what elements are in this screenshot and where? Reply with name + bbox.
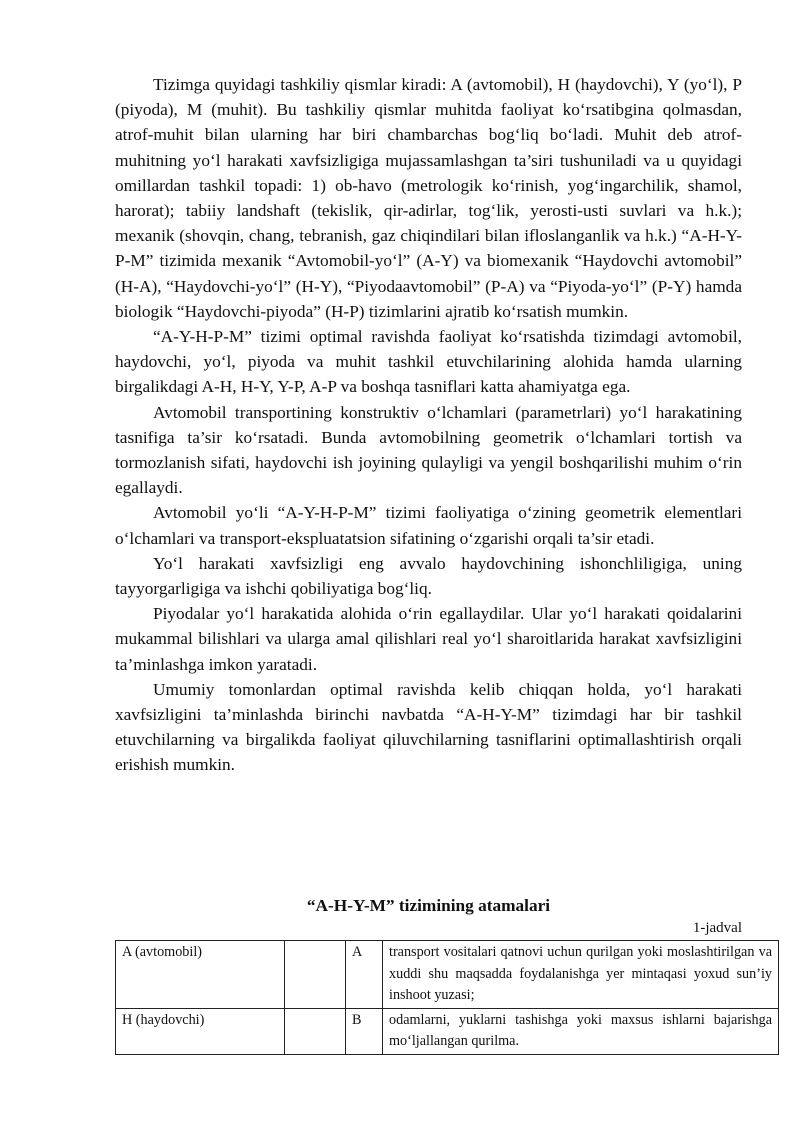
paragraph: Piyodalar yo‘l harakatida alohida o‘rin egallaydilar. Ular yo‘l harakati qoidalarini mukammal bilishlari va ularga amal qilishlari real yo‘l sharoitlarida harakat xavfsizligini ta’minlashga imkon yaratadi. — [115, 604, 742, 674]
terms-table — [115, 940, 779, 1055]
table-title: “A-H-Y-M” tizimining atamalari — [306, 896, 551, 915]
empty-cell — [285, 1008, 346, 1054]
paragraph: Umumiy tomonlardan optimal ravishda kelib chiqqan holda, yo‘l harakati xavfsizligini ta’minlashda birinchi navbatda “A-H-Y-M” tizimdagi har bir tashkil etuvchilarning va birgalikda faoliyat qiluvchilarning tasniflarini optimallashtirish orqali erishish mumkin. — [115, 679, 742, 775]
definition-cell: transport vositalari qatnovi uchun qurilgan yoki moslashtirilgan va xuddi shu maqsadda foydalanishga yer mintaqasi yoxud sun’iy inshoot yuzasi; — [383, 941, 779, 1009]
table-row — [116, 1008, 779, 1054]
paragraph: Tizimga quyidagi tashkiliy qismlar kiradi: A (avtomobil), H (haydovchi), Y (yo‘l), P (piyoda), M (muhit). Bu tashkiliy qismlar muhitda faoliyat ko‘rsatibgina qolmasdan, atrof-muhit bilan ularning har biri chambarchas bog‘liq bo‘ladi. Muhit deb atrof-muhitning yo‘l harakati xavfsizligiga mujassamlashgan ta’siri tushuniladi va u quyidagi omillardan tashkil topadi: 1) ob-havo (metrologik ko‘rinish, yog‘ingarchilik, shamol, harorat); tabiiy landshaft (tekislik, qir-adirlar, tog‘lik, yerosti-usti suvlari va h.k.); mexanik (shovqin, chang, tebranish, gaz chiqindilari bilan ifloslanganlik va h.k.) “A-H-Y-P-M” tizimida mexanik “Avtomobil-yo‘l” (A-Y) va biomexanik “Haydovchi avtomobil” (H-A), “Haydovchi-yo‘l” (H-Y), “Piyodaavtomobil” (P-A) va “Piyoda-yo‘l” (P-Y) hamda biologik “Haydovchi-piyoda” (H-P) tizimlarini ajratib ko‘rsatish mumkin. — [115, 75, 742, 321]
paragraph: Avtomobil yo‘li “A-Y-H-P-M” tizimi faoliyatiga o‘zining geometrik elementlari o‘lchamlari va transport-ekspluatatsion sifatining o‘zgarishi orqali ta’sir etadi. — [115, 503, 742, 548]
letter-cell: B — [346, 1008, 383, 1054]
term-cell: H (haydovchi) — [116, 1008, 285, 1054]
paragraph: Avtomobil transportining konstruktiv o‘lchamlari (parametrlari) yo‘l harakatining tasnifiga ta’sir ko‘rsatadi. Bunda avtomobilning geometrik o‘lchamlari tortish va tormozlanish sifati, haydovchi ish joyining qulayligi va yengil boshqarilishi muhim o‘rin egallaydi. — [115, 402, 742, 498]
table-row — [116, 941, 779, 1009]
empty-cell — [285, 941, 346, 1009]
table-number: 1-jadval — [692, 920, 742, 936]
paragraph: “A-Y-H-P-M” tizimi optimal ravishda faoliyat ko‘rsatishda tizimdagi avtomobil, haydovchi, yo‘l, piyoda va muhit tashkil etuvchilarining alohida hamda ularning birgalikdagi A-H, H-Y, Y-P, A-P va boshqa tasniflari katta ahamiyatga ega. — [115, 327, 742, 397]
definition-cell: odamlarni, yuklarni tashishga yoki maxsus ishlarni bajarishga mo‘ljallangan qurilma. — [383, 1008, 779, 1054]
body-text — [115, 72, 742, 778]
paragraph: Yo‘l harakati xavfsizligi eng avvalo haydovchining ishonchliligiga, uning tayyorgarligiga va ishchi qobiliyatiga bog‘liq. — [115, 553, 742, 599]
letter-cell: A — [346, 941, 383, 1009]
term-cell: A (avtomobil) — [116, 941, 285, 1009]
